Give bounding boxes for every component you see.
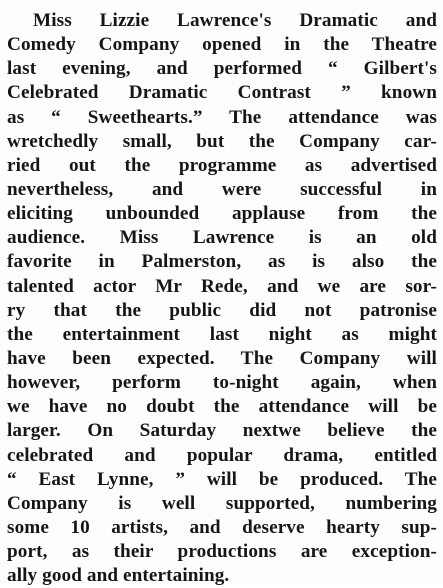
- article-line: have been expected. The Company will: [7, 347, 437, 369]
- article-line: celebrated and popular drama, entitled: [7, 444, 437, 466]
- article-line: Company is well supported, numbering: [7, 492, 437, 514]
- article-line: “ East Lynne, ” will be produced. The: [7, 468, 437, 490]
- article-line: however, perform to-night again, when: [7, 372, 437, 394]
- article-line: larger. On Saturday nextwe believe the: [7, 420, 437, 442]
- article-line: Miss Lizzie Lawrence's Dramatic and: [33, 10, 437, 31]
- article-line: ried out the programme as advertised: [7, 154, 437, 176]
- article-body: [7, 9, 437, 588]
- article-line: some 10 artists, and deserve hearty sup-: [7, 516, 437, 538]
- article-line: port, as their productions are exception-: [7, 541, 437, 563]
- article-line: Celebrated Dramatic Contrast ” known: [7, 82, 437, 104]
- article-line: Comedy Company opened in the Theatre: [7, 34, 437, 56]
- article-line: ally good and entertaining.: [7, 565, 230, 587]
- article-line: as “ Sweethearts.” The attendance was: [7, 106, 437, 128]
- article-line: wretchedly small, but the Company car-: [7, 130, 437, 152]
- article-line: nevertheless, and were successful in: [7, 178, 437, 200]
- article-line: favorite in Palmerston, as is also the: [7, 251, 437, 273]
- article-line: ry that the public did not patronise: [7, 299, 437, 321]
- article-line: last evening, and performed “ Gilbert's: [7, 58, 437, 80]
- article-line: audience. Miss Lawrence is an old: [7, 227, 437, 249]
- article-line: the entertainment last night as might: [7, 323, 437, 345]
- article-line: eliciting unbounded applause from the: [7, 203, 437, 225]
- article-line: talented actor Mr Rede, and we are sor-: [7, 275, 437, 297]
- article-line: we have no doubt the attendance will be: [7, 396, 437, 418]
